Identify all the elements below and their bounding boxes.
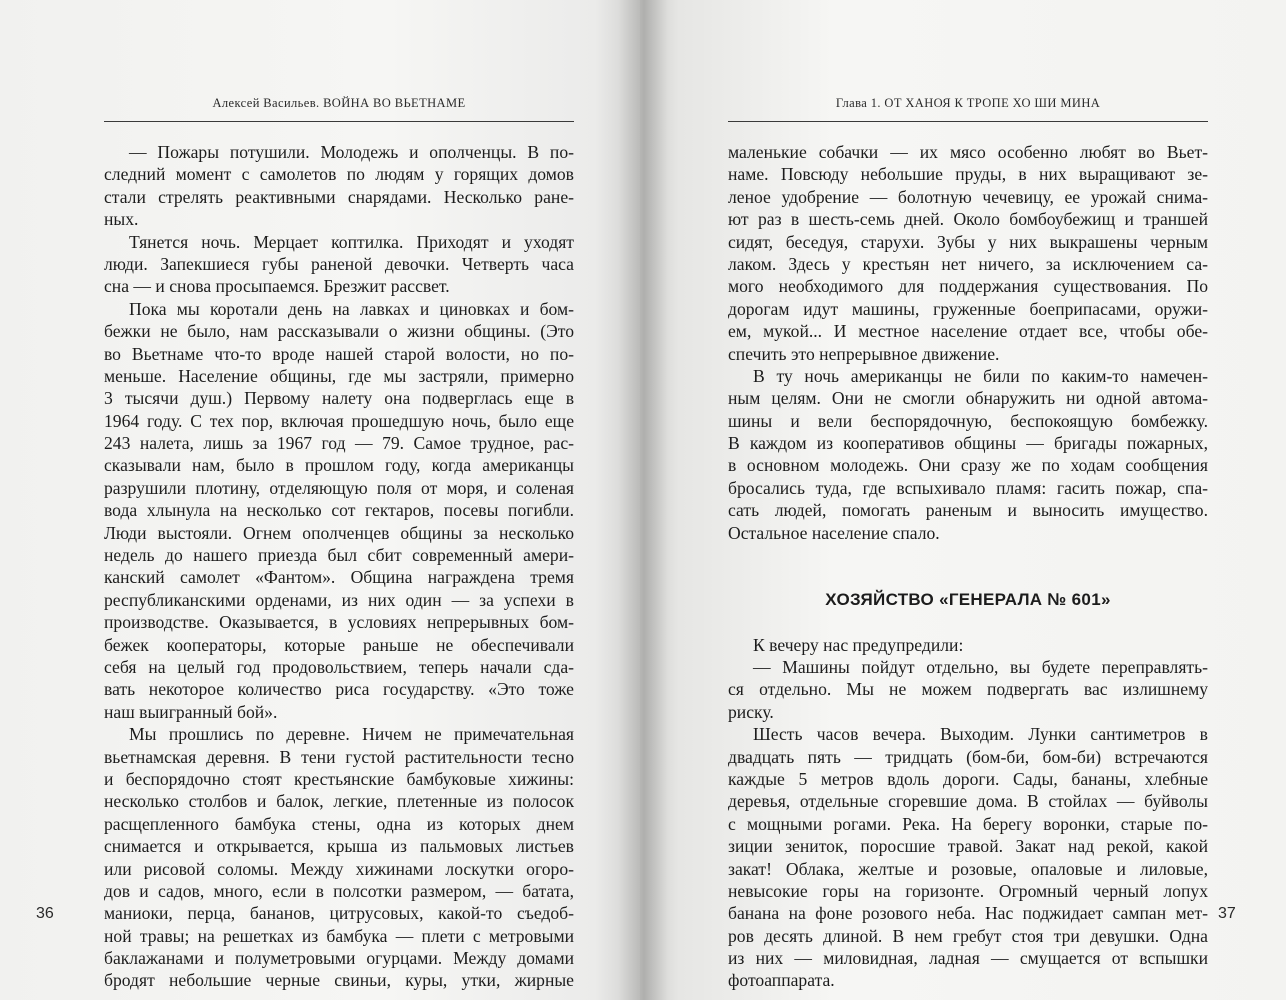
text-line: маленькие собачки — их мясо особенно любят во Вьет- bbox=[728, 142, 1208, 162]
text-line: ным целям. Они не смогли обнаружить ни одной автома- bbox=[728, 388, 1208, 409]
text-line: В ту ночь американцы не били по каким-то намечен- bbox=[753, 365, 1208, 386]
text-line: вьетнамская деревня. В тени густой растительности тесно bbox=[104, 746, 574, 767]
text-line: маниоки, перца, бананов, цитрусовых, какой-то съедоб- bbox=[104, 903, 574, 924]
text-line: вать некоторое количество риса государству. «Это тоже bbox=[104, 679, 574, 700]
text-line: несколько столбов и балок, легкие, плетенные из полосок bbox=[104, 791, 574, 812]
text-line: мого необходимого для поддержания существования. По bbox=[728, 276, 1208, 297]
text-line: сать людей, помогать раненым и выносить имущество. bbox=[728, 500, 1208, 521]
text-line: ных. bbox=[104, 209, 139, 230]
text-line: баклажанами и полуметровыми огурцами. Между домами bbox=[104, 948, 574, 969]
text-line: Шесть часов вечера. Выходим. Лунки сантиметров в bbox=[753, 724, 1208, 745]
text-line: недель до нашего приезда был сбит современный амери- bbox=[104, 545, 574, 566]
text-line: — Машины пойдут отдельно, вы будете переправлять- bbox=[753, 656, 1208, 677]
text-line: сна — и снова просыпаемся. Брезжит рассвет. bbox=[104, 276, 450, 297]
text-line: канский самолет «Фантом». Община награждена тремя bbox=[104, 567, 574, 588]
section-spacer bbox=[728, 566, 1208, 588]
text-line: — Пожары потушили. Молодежь и ополченцы. В по- bbox=[129, 142, 574, 162]
text-line: ют раз в шесть-семь дней. Около бомбоубежищ и траншей bbox=[728, 209, 1208, 230]
text-line: во Вьетнаме что-то вроде нашей старой волости, но по- bbox=[104, 343, 574, 364]
right-running-head: Глава 1. ОТ ХАНОЯ К ТРОПЕ ХО ШИ МИНА bbox=[835, 96, 1101, 110]
text-line: фотоаппарата. bbox=[728, 970, 835, 991]
text-line: себя на целый год продовольствием, теперь начали сда- bbox=[104, 656, 574, 677]
text-line: бежек кооператоры, которые раньше не обеспечивали bbox=[104, 634, 574, 655]
section-spacer bbox=[728, 611, 1208, 633]
text-line: спечить это непрерывное движение. bbox=[728, 343, 1000, 364]
left-running-head: Алексей Васильев. ВОЙНА ВО ВЬЕТНАМЕ bbox=[212, 96, 466, 110]
text-line: дов и садов, много, если в полсотки размером, — батата, bbox=[104, 880, 574, 901]
text-line: ров десять длиной. В нем гребут стоя три девушки. Одна bbox=[728, 925, 1208, 946]
text-line: В каждом из кооперативов общины — бригады пожарных, bbox=[728, 433, 1208, 454]
text-line: банана на фоне розового неба. Нас поджидает сампан мет- bbox=[728, 903, 1208, 924]
text-line: 243 налета, лишь за 1967 год — 79. Самое трудное, рас- bbox=[104, 433, 574, 454]
text-line: риску. bbox=[728, 701, 774, 722]
text-line: 1964 году. С тех пор, включая прошедшую ночь, было еще bbox=[104, 410, 574, 431]
text-line: производстве. Оказывается, в условиях непрерывных бом- bbox=[104, 612, 574, 633]
text-line: разрушили плотину, отделяющую поля от моря, и соленая bbox=[104, 477, 574, 498]
right-page bbox=[640, 0, 1286, 1000]
text-line: невысокие горы на горизонте. Огромный черный лопух bbox=[728, 880, 1208, 901]
text-line: меньше. Население общины, где мы застряли, примерно bbox=[104, 365, 574, 386]
text-line: наме. Повсюду небольшие пруды, в них выращивают зе- bbox=[728, 164, 1208, 185]
text-line: бродят небольшие черные свиньи, куры, утки, жирные bbox=[104, 970, 574, 991]
text-line: сказывали нам, было в прошлом году, когда американцы bbox=[104, 455, 574, 476]
text-line: следний момент с самолетов по людям у горящих домов bbox=[104, 164, 574, 185]
text-line: республиканскими орденами, из них один — за успехи в bbox=[104, 589, 574, 610]
left-body-text bbox=[104, 141, 574, 992]
text-line: из них — миловидная, ладная — смущается от вспышки bbox=[728, 948, 1208, 969]
text-line: дорогам идут машины, груженные боеприпасами, оружи- bbox=[728, 298, 1208, 319]
text-line: Тянется ночь. Мерцает коптилка. Приходят и уходят bbox=[129, 231, 574, 252]
right-page-number: 37 bbox=[1218, 905, 1236, 922]
left-page-number: 36 bbox=[36, 905, 54, 922]
text-line: К вечеру нас предупредили: bbox=[753, 634, 964, 655]
text-line: бросались туда, где вспыхивало пламя: гасить пожар, спа- bbox=[728, 477, 1208, 498]
left-page bbox=[0, 0, 640, 1000]
text-line: шины и вели беспорядочную, беспокоящую бомбежку. bbox=[728, 410, 1208, 431]
text-line: 3 тысячи душ.) Первому налету она подверглась еще в bbox=[104, 388, 574, 409]
section-spacer bbox=[728, 544, 1208, 566]
text-line: деревья, отдельные сгоревшие дома. В стойлах — буйволы bbox=[728, 791, 1208, 812]
text-line: бежки не было, нам рассказывали о жизни общины. (Это bbox=[104, 321, 574, 342]
right-body-text bbox=[728, 141, 1208, 992]
text-line: зиции зениток, поросшие травой. Закат над рекой, какой bbox=[728, 836, 1208, 857]
text-line: Остальное население спало. bbox=[728, 522, 940, 543]
text-line: сидят, беседуя, старухи. Зубы у них выкрашены черным bbox=[728, 231, 1208, 252]
text-line: каждые 5 метров вдоль дороги. Сады, бананы, хлебные bbox=[728, 768, 1208, 789]
text-line: или рисовой соломы. Между хижинами лоскутки огоро- bbox=[104, 858, 574, 879]
text-line: наш выигранный бой». bbox=[104, 701, 278, 722]
text-line: ной травы; на решетках из бамбука — плети с метровыми bbox=[104, 925, 574, 946]
text-line: ем, мукой... И местное население отдает все, чтобы обе- bbox=[728, 321, 1208, 342]
text-line: леное удобрение — болотную чечевицу, ее урожай снима- bbox=[728, 186, 1208, 207]
text-line: люди. Запекшиеся губы раненой девочки. Четверть часа bbox=[104, 253, 574, 274]
text-line: расщепленного бамбука стены, одна из которых днем bbox=[104, 813, 574, 834]
text-line: снимается и открывается, крыша из пальмовых листьев bbox=[104, 836, 574, 857]
text-line: двадцать пять — тридцать (бом-би, бом-би) встречаются bbox=[728, 746, 1208, 767]
text-line: вода хлынула на несколько сот гектаров, посевы погибли. bbox=[104, 500, 574, 521]
text-line: Мы прошлись по деревне. Ничем не примечательная bbox=[129, 724, 574, 745]
text-line: Люди выстояли. Огнем ополченцев общины за несколько bbox=[104, 522, 574, 543]
text-line: в основном молодежь. Они сразу же по ходам сообщения bbox=[728, 455, 1208, 476]
text-line: ся отдельно. Мы не можем подвергать вас излишнему bbox=[728, 679, 1208, 700]
text-line: стали стрелять реактивными снарядами. Несколько ране- bbox=[104, 186, 574, 207]
right-header-rule bbox=[728, 121, 1208, 122]
left-header-rule bbox=[104, 121, 574, 122]
section-heading: ХОЗЯЙСТВО «ГЕНЕРАЛА № 601» bbox=[825, 589, 1111, 609]
text-line: Пока мы коротали день на лавках и циновках и бом- bbox=[129, 298, 574, 319]
text-line: и беспорядочно стоят крестьянские бамбуковые хижины: bbox=[104, 768, 574, 789]
text-line: закат! Облака, желтые и розовые, опаловые и лиловые, bbox=[728, 858, 1208, 879]
text-line: лаком. Здесь у крестьян нет ничего, за исключением са- bbox=[728, 253, 1208, 274]
text-line: с мощными рогами. Река. На берегу воронки, старые по- bbox=[728, 813, 1208, 834]
